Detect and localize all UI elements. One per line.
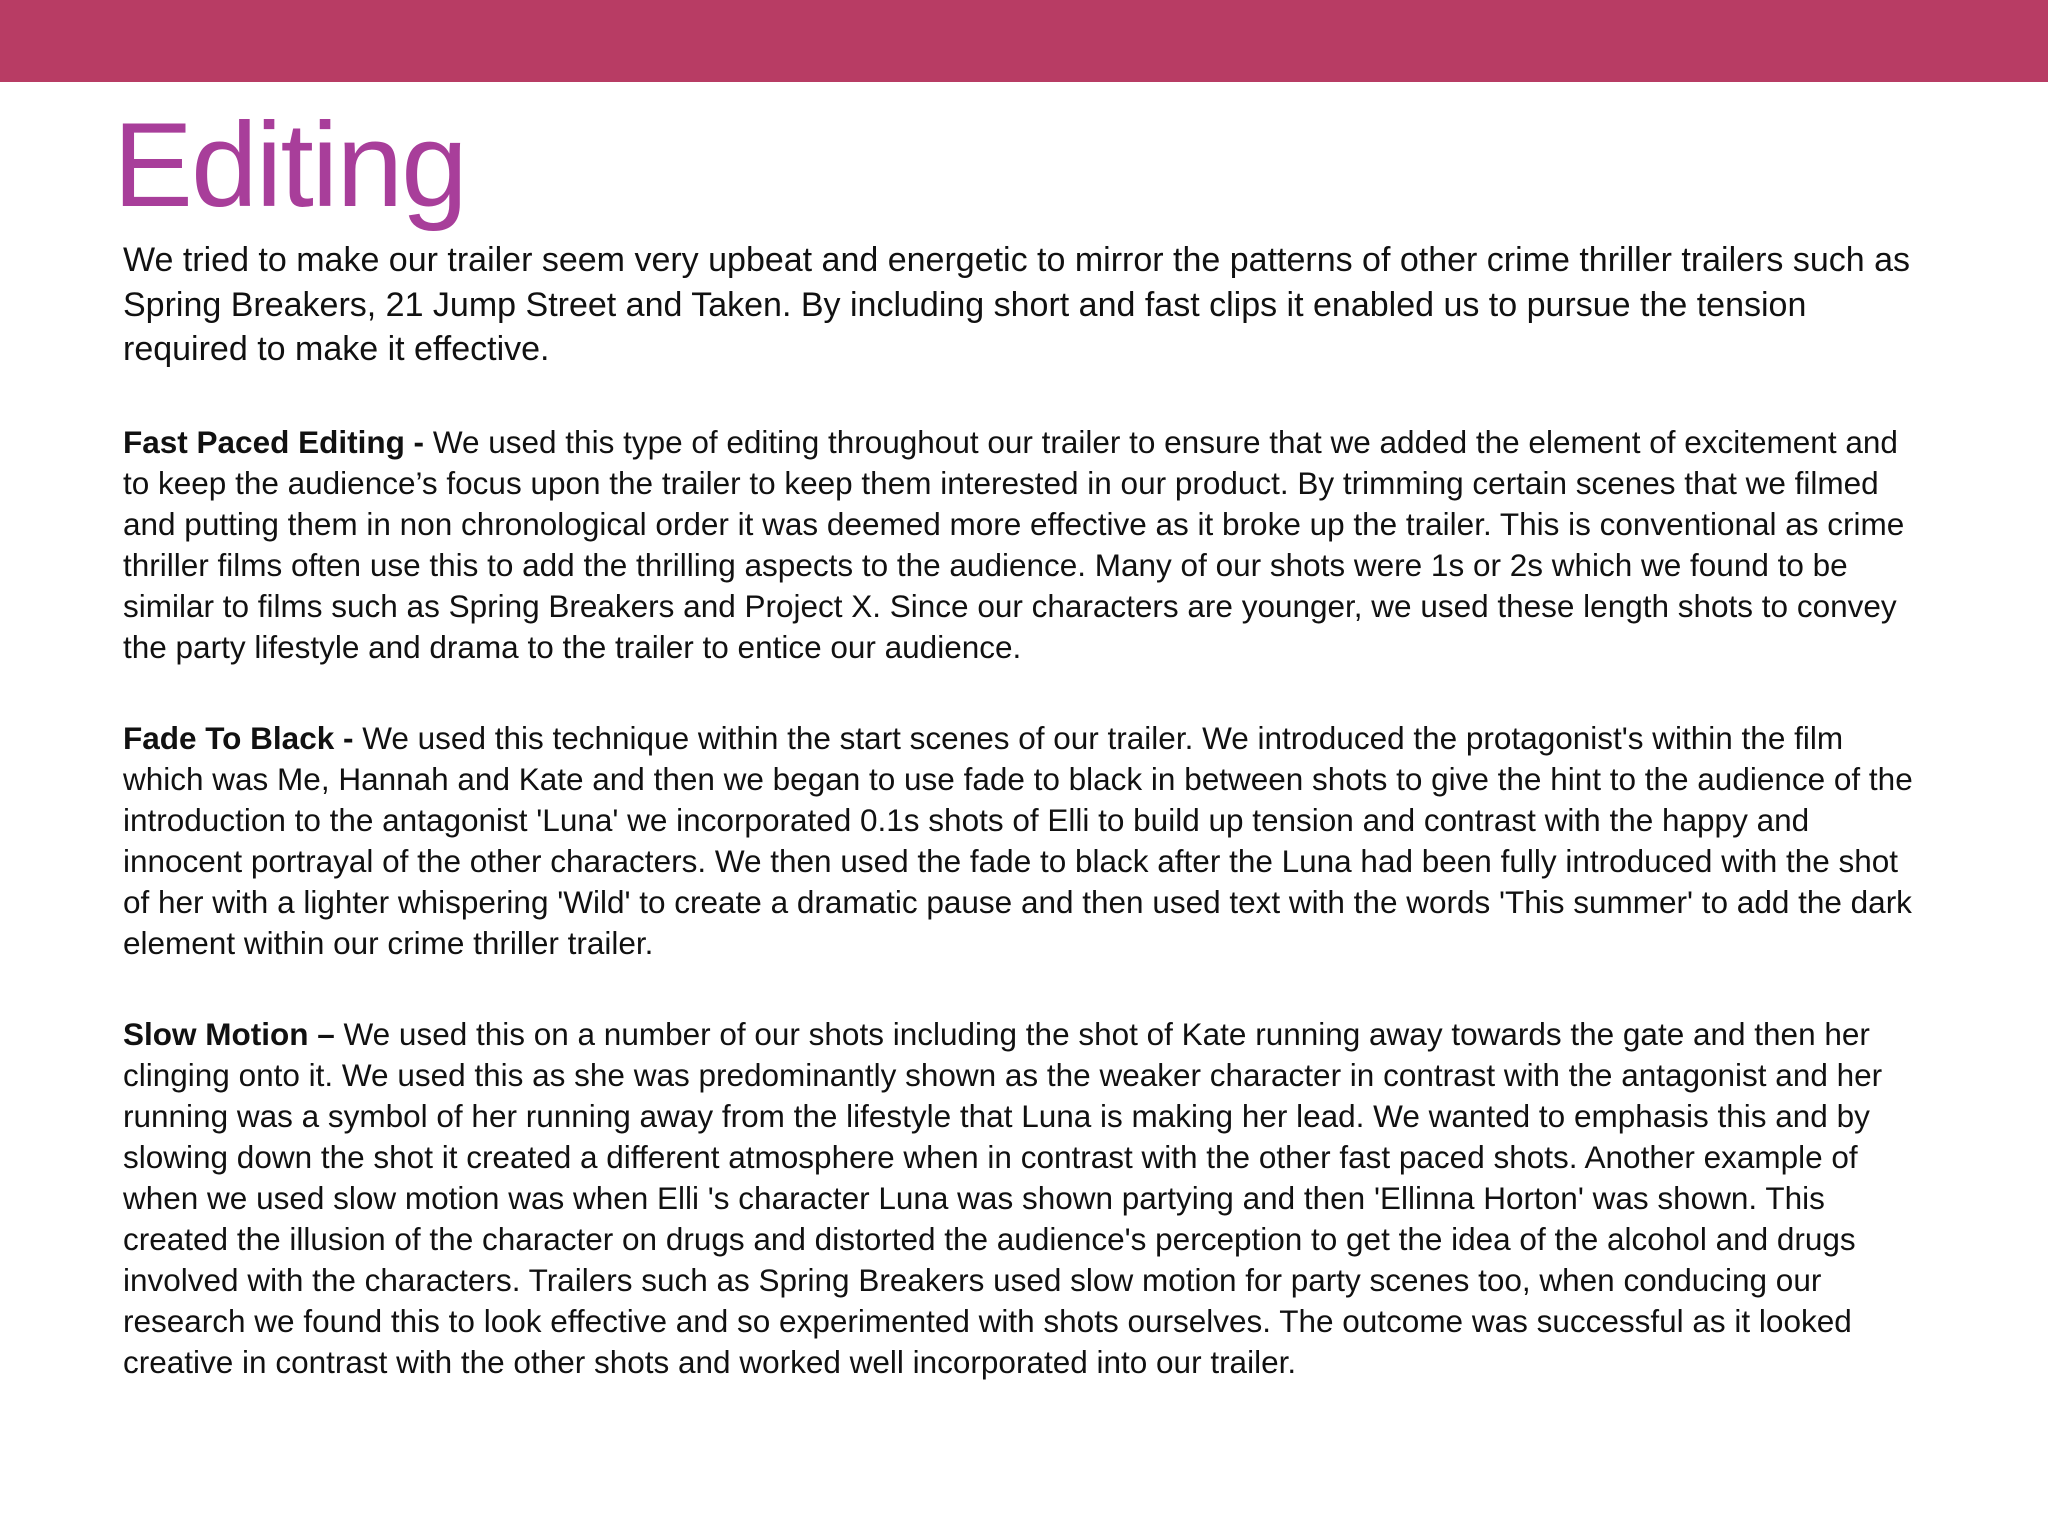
section-fade-to-black xyxy=(123,718,1923,964)
section-heading: Fade To Black - xyxy=(123,719,354,756)
section-slow-motion xyxy=(123,1014,1923,1383)
slide-content xyxy=(123,238,1923,1383)
section-body: We used this on a number of our shots including the shot of Kate running away towards the gate and then her clinging onto it. We used this as she was predominantly shown as the weaker character in contrast with the antagonist and her running was a symbol of her running away from the lifestyle that Luna is making her lead. We wanted to emphasis this and by slowing down the shot it created a different atmosphere when in contrast with the other fast paced shots. Another example of when we used slow motion was when Elli 's character Luna was shown partying and then 'Ellinna Horton' was shown. This created the illusion of the character on drugs and distorted the audience's perception to get the idea of the alcohol and drugs involved with the characters. Trailers such as Spring Breakers used slow motion for party scenes too, when conducing our research we found this to look effective and so experimented with shots ourselves. The outcome was successful as it looked creative in contrast with the other shots and worked well incorporated into our trailer. xyxy=(123,1015,1883,1380)
section-heading: Slow Motion – xyxy=(123,1015,335,1052)
section-fast-paced-editing xyxy=(123,422,1923,668)
section-body: We used this technique within the start scenes of our trailer. We introduced the protagonist's within the film which was Me, Hannah and Kate and then we began to use fade to black in between shots to give the hint to the audience of the introduction to the antagonist 'Luna' we incorporated 0.1s shots of Elli to build up tension and contrast with the happy and innocent portrayal of the other characters. We then used the fade to black after the Luna had been fully introduced with the shot of her with a lighter whispering 'Wild' to create a dramatic pause and then used text with the words 'This summer' to add the dark element within our crime thriller trailer. xyxy=(123,719,1913,961)
header-band xyxy=(0,0,2048,82)
intro-paragraph: We tried to make our trailer seem very upbeat and energetic to mirror the patterns of other crime thriller trailers such as Spring Breakers, 21 Jump Street and Taken. By including short and fast clips it enabled us to pursue the tension required to make it effective. xyxy=(123,241,1911,368)
slide-title: Editing xyxy=(113,98,466,232)
section-body: We used this type of editing throughout our trailer to ensure that we added the element of excitement and to keep the audience’s focus upon the trailer to keep them interested in our product. By trimming certain scenes that we filmed and putting them in non chronological order it was deemed more effective as it broke up the trailer. This is conventional as crime thriller films often use this to add the thrilling aspects to the audience. Many of our shots were 1s or 2s which we found to be similar to films such as Spring Breakers and Project X. Since our characters are younger, we used these length shots to convey the party lifestyle and drama to the trailer to entice our audience. xyxy=(123,423,1905,665)
section-heading: Fast Paced Editing - xyxy=(123,423,425,460)
